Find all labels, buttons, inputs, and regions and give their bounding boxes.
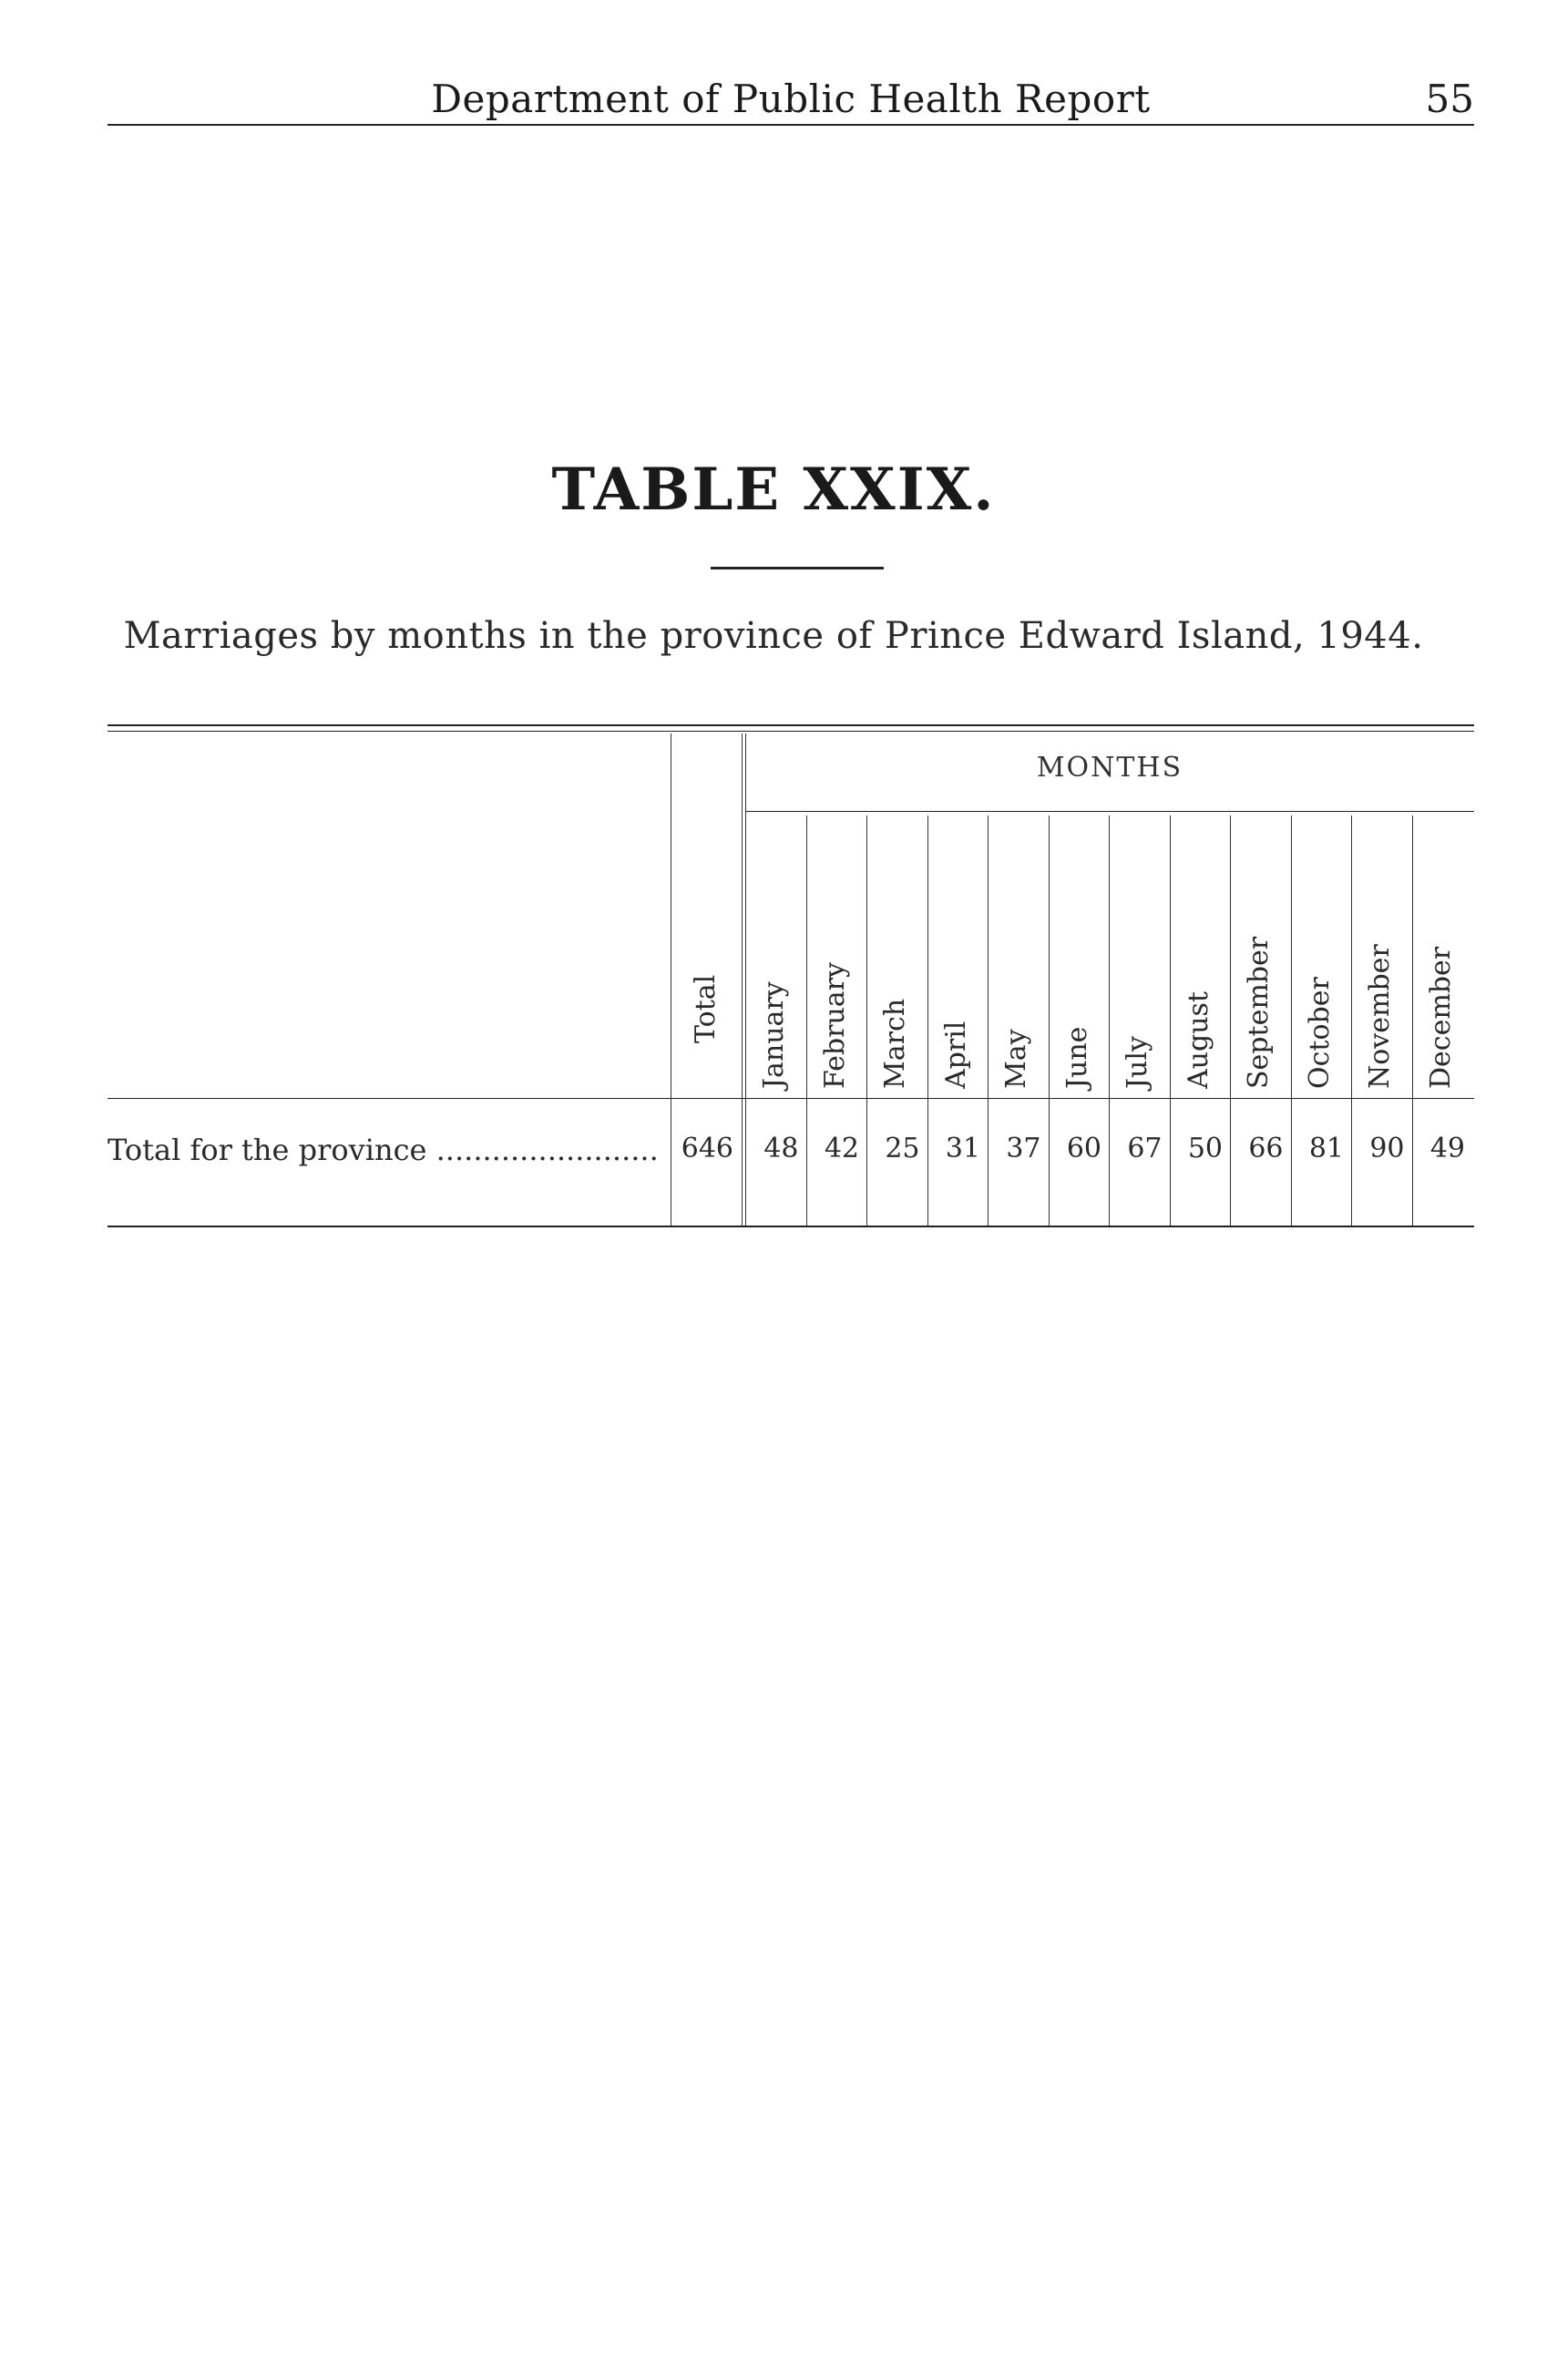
column-header-july <box>1109 825 1170 1089</box>
column-header-total <box>672 852 741 1043</box>
column-header-october <box>1291 825 1352 1089</box>
column-header-june <box>1049 825 1110 1089</box>
table-number: TABLE XXIX. <box>551 456 996 524</box>
column-header-february <box>806 825 867 1089</box>
table-top-rule-double <box>108 731 1474 732</box>
column-header-label: October <box>1303 977 1336 1089</box>
cell-march: 25 <box>885 1133 920 1164</box>
cell-october: 81 <box>1308 1133 1344 1164</box>
cell-june: 60 <box>1066 1133 1101 1164</box>
column-header-label: November <box>1364 944 1397 1089</box>
column-header-label: February <box>818 962 851 1089</box>
cell-july: 67 <box>1127 1133 1163 1164</box>
column-header-january <box>745 825 806 1089</box>
header-rule <box>108 124 1474 126</box>
cell-april: 31 <box>945 1133 980 1164</box>
column-header-label: April <box>939 1021 972 1089</box>
cell-may: 37 <box>1006 1133 1041 1164</box>
cell-september: 66 <box>1248 1133 1284 1164</box>
column-header-label: January <box>758 981 791 1089</box>
table-bottom-rule <box>108 1226 1474 1227</box>
column-header-april <box>927 825 989 1089</box>
column-header-label: July <box>1122 1036 1154 1089</box>
column-header-label: September <box>1243 936 1276 1089</box>
column-header-september <box>1230 825 1291 1089</box>
column-header-may <box>988 825 1049 1089</box>
table-caption: Marriages by months in the province of Prince Edward Island, 1944. <box>123 615 1424 657</box>
cell-august: 50 <box>1187 1133 1223 1164</box>
column-header-label: June <box>1060 1026 1093 1089</box>
column-header-label: May <box>1000 1029 1033 1089</box>
column-header-december <box>1412 825 1473 1089</box>
cell-november: 90 <box>1369 1133 1405 1164</box>
table-top-rule <box>108 724 1474 726</box>
report-title: Department of Public Health Report <box>431 77 1151 121</box>
column-rule <box>742 733 743 1226</box>
marriages-table <box>108 715 1474 1230</box>
column-header-label: March <box>879 998 912 1089</box>
cell-january: 48 <box>763 1133 799 1164</box>
page-number: 55 <box>1425 77 1474 121</box>
header-bottom-rule <box>108 1098 1474 1099</box>
cell-december: 49 <box>1429 1133 1465 1164</box>
cell-total: 646 <box>681 1133 733 1164</box>
row-label-total-for-province: Total for the province ........................ <box>108 1133 659 1167</box>
months-group-rule <box>745 811 1474 812</box>
cell-february: 42 <box>824 1133 859 1164</box>
column-header-march <box>866 825 927 1089</box>
title-rule <box>711 567 884 569</box>
column-header-november <box>1351 825 1412 1089</box>
column-header-label: December <box>1424 946 1457 1089</box>
months-group-header: MONTHS <box>1036 752 1183 784</box>
column-header-label: August <box>1182 991 1214 1089</box>
running-head <box>108 71 1474 126</box>
column-header-label: Total <box>689 974 722 1043</box>
column-header-august <box>1170 825 1231 1089</box>
